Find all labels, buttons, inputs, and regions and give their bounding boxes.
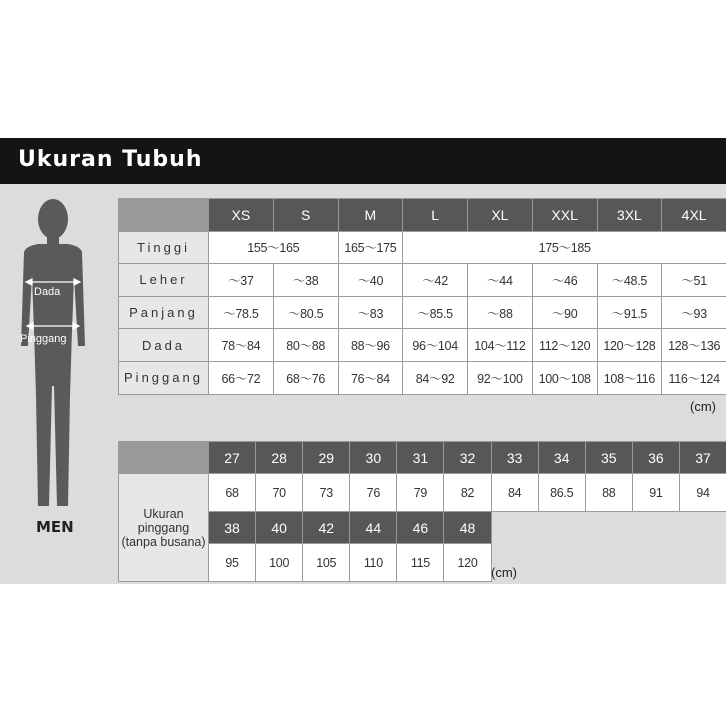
waist-size-header: 29	[303, 442, 350, 474]
waist-size-header-row	[119, 442, 726, 474]
table-cell: 84〜92	[403, 361, 468, 394]
waist-size-header: 31	[397, 442, 444, 474]
table-cell: 73	[303, 474, 350, 512]
row-label: Leher	[119, 264, 209, 297]
row-label: Dada	[119, 329, 209, 362]
table-cell: 〜40	[338, 264, 403, 297]
figure-caption: MEN	[36, 518, 74, 536]
waist-size-header: 33	[491, 442, 538, 474]
table-cell: 〜48.5	[597, 264, 662, 297]
table-cell: 78〜84	[209, 329, 274, 362]
size-header: XS	[209, 199, 274, 232]
table-cell: 66〜72	[209, 361, 274, 394]
size-header: M	[338, 199, 403, 232]
table-cell: 94	[679, 474, 726, 512]
table-cell: 〜37	[209, 264, 274, 297]
row-label: Pinggang	[119, 361, 209, 394]
table-row	[119, 231, 726, 264]
waist-size-header: 40	[256, 512, 303, 544]
table-cell: 120〜128	[597, 329, 662, 362]
waist-size-header: 28	[256, 442, 303, 474]
table-cell: 120	[444, 544, 491, 582]
table-cell: 〜44	[468, 264, 533, 297]
table-corner	[119, 442, 209, 474]
table-cell: 92〜100	[468, 361, 533, 394]
row-label: Tinggi	[119, 231, 209, 264]
size-header: 4XL	[662, 199, 726, 232]
table-cell: 68〜76	[273, 361, 338, 394]
table-cell: 86.5	[538, 474, 585, 512]
table-row	[119, 361, 726, 394]
waist-size-header: 30	[350, 442, 397, 474]
table-cell: 84	[491, 474, 538, 512]
body-size-table	[118, 198, 726, 395]
table-cell: 110	[350, 544, 397, 582]
chest-label: Dada	[34, 286, 61, 298]
table-cell: 70	[256, 474, 303, 512]
table-cell: 〜83	[338, 296, 403, 329]
title-bar	[0, 138, 726, 184]
table-cell: 〜80.5	[273, 296, 338, 329]
table-cell: 95	[209, 544, 256, 582]
table-cell: 〜88	[468, 296, 533, 329]
table-cell: 〜46	[532, 264, 597, 297]
table-cell: 175〜185	[403, 231, 726, 264]
empty-area	[491, 512, 726, 582]
size-header: XL	[468, 199, 533, 232]
waist-size-header-row	[119, 512, 726, 544]
table-cell: 〜91.5	[597, 296, 662, 329]
table-cell: 〜51	[662, 264, 726, 297]
table-cell: 〜78.5	[209, 296, 274, 329]
table-row	[119, 474, 726, 512]
table-cell: 104〜112	[468, 329, 533, 362]
table-cell: 〜93	[662, 296, 726, 329]
size-header: 3XL	[597, 199, 662, 232]
table-cell: 〜90	[532, 296, 597, 329]
table-row	[119, 329, 726, 362]
body-table-unit: (cm)	[690, 399, 716, 414]
size-header-row	[119, 199, 726, 232]
measurement-arrows	[10, 196, 106, 516]
table-cell: 155〜165	[209, 231, 339, 264]
table-cell: 76〜84	[338, 361, 403, 394]
table-cell: 82	[444, 474, 491, 512]
table-cell: 105	[303, 544, 350, 582]
waist-size-header: 36	[632, 442, 679, 474]
table-cell: 100	[256, 544, 303, 582]
waist-size-header: 44	[350, 512, 397, 544]
table-cell: 112〜120	[532, 329, 597, 362]
waist-size-header: 32	[444, 442, 491, 474]
table-cell: 165〜175	[338, 231, 403, 264]
page-title: Ukuran Tubuh	[18, 147, 203, 172]
table-cell: 〜42	[403, 264, 468, 297]
size-header: L	[403, 199, 468, 232]
waist-size-header: 27	[209, 442, 256, 474]
table-cell: 80〜88	[273, 329, 338, 362]
body-figure	[10, 196, 106, 516]
table-cell: 100〜108	[532, 361, 597, 394]
waist-size-header: 35	[585, 442, 632, 474]
table-cell: 68	[209, 474, 256, 512]
waist-size-header: 37	[679, 442, 726, 474]
table-cell: 88	[585, 474, 632, 512]
waist-size-header: 38	[209, 512, 256, 544]
table-cell: 88〜96	[338, 329, 403, 362]
waist-size-header: 42	[303, 512, 350, 544]
table-row	[119, 264, 726, 297]
table-cell: 79	[397, 474, 444, 512]
table-cell: 〜38	[273, 264, 338, 297]
waist-size-table	[118, 441, 726, 582]
table-corner	[119, 199, 209, 232]
table-cell: 91	[632, 474, 679, 512]
waist-size-header: 34	[538, 442, 585, 474]
size-header: S	[273, 199, 338, 232]
waist-size-header: 48	[444, 512, 491, 544]
table-row	[119, 296, 726, 329]
table-cell: 128〜136	[662, 329, 726, 362]
waist-row-label: Ukuran pinggang (tanpa busana)	[119, 474, 209, 582]
table-cell: 116〜124	[662, 361, 726, 394]
table-cell: 76	[350, 474, 397, 512]
table-cell: 115	[397, 544, 444, 582]
table-cell: 96〜104	[403, 329, 468, 362]
table-cell: 〜85.5	[403, 296, 468, 329]
waist-size-header: 46	[397, 512, 444, 544]
size-header: XXL	[532, 199, 597, 232]
table-cell: 108〜116	[597, 361, 662, 394]
row-label: Panjang	[119, 296, 209, 329]
waist-label: Pinggang	[20, 333, 67, 345]
waist-table-unit: (cm)	[491, 565, 517, 580]
